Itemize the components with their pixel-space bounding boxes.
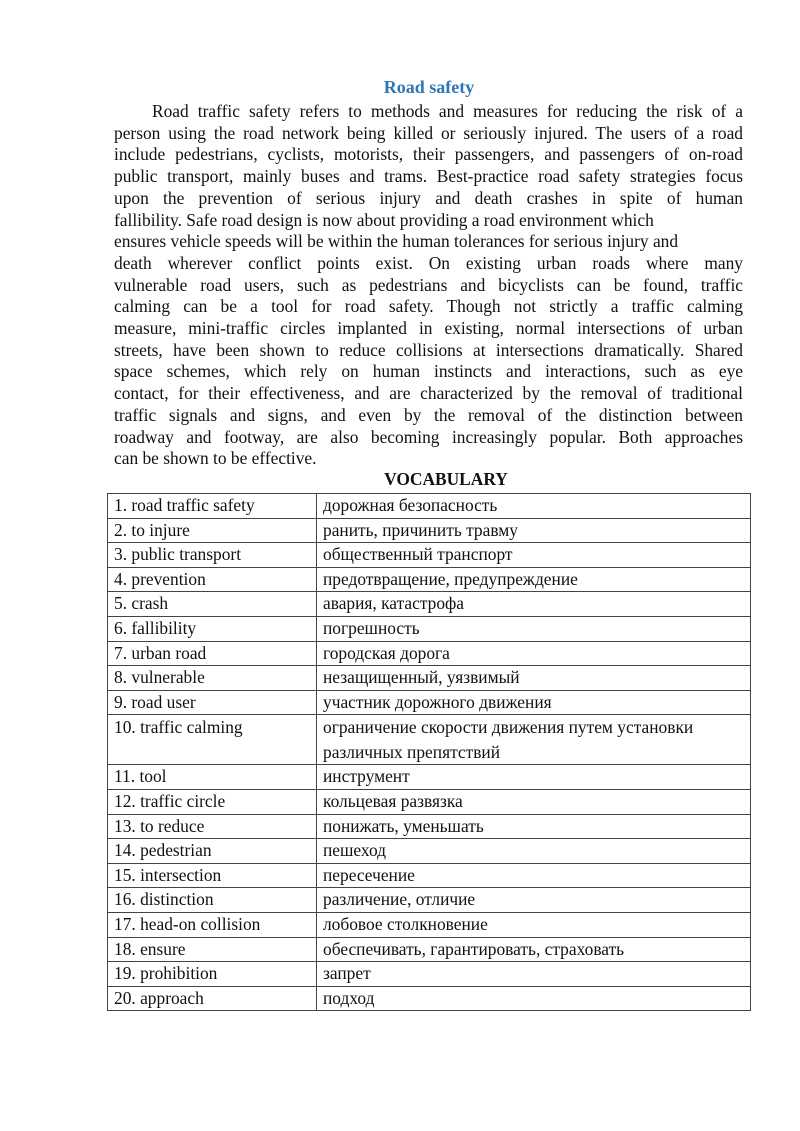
table-row [108, 986, 751, 1011]
vocab-translation [317, 937, 751, 962]
table-row [108, 912, 751, 937]
paragraph-line: fallibility. Safe road design is now about providing a road environment which [114, 209, 654, 230]
vocab-translation-text: предотвращение, предупреждение [323, 568, 578, 589]
vocab-translation [317, 518, 751, 543]
vocab-term [108, 592, 317, 617]
table-row [108, 888, 751, 913]
vocab-translation [317, 789, 751, 814]
paragraph-line: measure, mini-traffic circles implanted in existing, normal intersections of urban [114, 318, 743, 339]
vocab-term [108, 789, 317, 814]
table-row [108, 690, 751, 715]
vocab-term-text: 8. vulnerable [114, 667, 205, 688]
table-row [108, 765, 751, 790]
table-row [108, 962, 751, 987]
vocab-translation-text: авария, катастрофа [323, 593, 465, 614]
vocab-translation-text: городская дорога [323, 642, 450, 663]
vocab-translation-text: лобовое столкновение [323, 913, 488, 934]
vocab-translation [317, 888, 751, 913]
vocab-term [108, 616, 317, 641]
vocab-term [108, 641, 317, 666]
document-title: Road safety [383, 77, 475, 97]
table-row [108, 567, 751, 592]
paragraph-line: roadway and footway, are also becoming increasingly popular. Both approaches [114, 426, 743, 447]
vocab-term [108, 765, 317, 790]
vocab-term-text: 1. road traffic safety [114, 495, 255, 515]
vocab-term [108, 543, 317, 568]
vocab-term [108, 962, 317, 987]
table-row [108, 666, 751, 691]
vocab-translation [317, 543, 751, 568]
table-row [108, 789, 751, 814]
vocab-translation [317, 690, 751, 715]
vocab-translation [317, 616, 751, 641]
vocab-term-text: 13. to reduce [114, 815, 205, 836]
table-row [108, 937, 751, 962]
table-row [108, 863, 751, 888]
table-row [108, 616, 751, 641]
vocab-translation [317, 715, 751, 765]
body-paragraph [114, 101, 743, 470]
vocab-translation [317, 592, 751, 617]
vocab-term-text: 20. approach [114, 987, 204, 1008]
vocab-term-text: 2. to injure [114, 519, 190, 540]
vocab-term [108, 567, 317, 592]
vocab-term-text: 6. fallibility [114, 617, 197, 638]
vocab-term [108, 986, 317, 1011]
vocab-translation [317, 863, 751, 888]
vocab-translation [317, 567, 751, 592]
vocab-translation [317, 912, 751, 937]
vocab-term [108, 937, 317, 962]
paragraph-line: upon the prevention of serious injury and death crashes in spite of human [114, 187, 743, 208]
table-row [108, 518, 751, 543]
vocab-translation-text: погрешность [323, 617, 420, 638]
paragraph-line: streets, have been shown to reduce collisions at intersections dramatically. Shared [114, 339, 743, 360]
paragraph-line: public transport, mainly buses and trams. Best-practice road safety strategies focus [114, 166, 743, 187]
vocab-term-text: 14. pedestrian [114, 840, 212, 861]
vocab-term [108, 715, 317, 765]
paragraph-line: traffic signals and signs, and even by the removal of the distinction between [114, 404, 743, 425]
vocab-term-text: 17. head-on collision [114, 913, 261, 934]
paragraph-line: death wherever conflict points exist. On existing urban roads where many [114, 252, 743, 273]
paragraph-line: person using the road network being killed or seriously injured. The users of a road [114, 122, 743, 143]
vocab-translation [317, 666, 751, 691]
vocab-term-text: 7. urban road [114, 642, 207, 663]
vocab-term-text: 10. traffic calming [114, 717, 243, 738]
table-row [108, 814, 751, 839]
vocab-translation-text: различение, отличие [323, 889, 476, 910]
table-row [108, 641, 751, 666]
vocab-translation-text: общественный транспорт [323, 544, 513, 565]
vocab-translation-text: кольцевая развязка [323, 790, 463, 811]
vocab-translation-text: ограничение скорости движения путем установки различных препятствий [323, 717, 694, 762]
paragraph-line: include pedestrians, cyclists, motorists, their passengers, and passengers of on-road [114, 144, 743, 165]
vocab-translation-text: запрет [323, 963, 371, 984]
table-row [108, 715, 751, 765]
vocab-term [108, 518, 317, 543]
vocab-term-text: 18. ensure [114, 938, 186, 959]
vocab-term-text: 4. prevention [114, 568, 206, 589]
vocab-term [108, 863, 317, 888]
vocab-translation [317, 986, 751, 1011]
vocab-term [108, 666, 317, 691]
table-row [108, 839, 751, 864]
vocab-translation-text: ранить, причинить травму [323, 519, 518, 540]
paragraph-line: can be shown to be effective. [114, 448, 317, 469]
vocab-term [108, 839, 317, 864]
vocab-translation-text: пешеход [323, 840, 386, 861]
vocab-translation-text: понижать, уменьшать [323, 815, 484, 836]
paragraph-line: vulnerable road users, such as pedestrians and bicyclists can be found, traffic [114, 274, 743, 295]
vocab-translation-text: незащищенный, уязвимый [323, 667, 520, 688]
paragraph-line: contact, for their effectiveness, and are characterized by the removal of traditional [114, 383, 743, 404]
vocab-term [108, 912, 317, 937]
vocab-term-text: 9. road user [114, 691, 196, 712]
vocab-term [108, 888, 317, 913]
vocabulary-heading: VOCABULARY [384, 469, 508, 489]
paragraph-line: ensures vehicle speeds will be within the human tolerances for serious injury and [114, 231, 679, 252]
vocab-term [108, 814, 317, 839]
vocab-term-text: 3. public transport [114, 544, 242, 565]
vocab-translation [317, 641, 751, 666]
paragraph-line: Road traffic safety refers to methods and measures for reducing the risk of a [152, 101, 743, 121]
vocab-translation [317, 839, 751, 864]
paragraph-line: calming can be a tool for road safety. Though not strictly a traffic calming [114, 296, 743, 317]
vocab-translation [317, 962, 751, 987]
vocab-translation [317, 765, 751, 790]
vocab-term-text: 19. prohibition [114, 963, 218, 984]
vocab-translation-text: обеспечивать, гарантировать, страховать [323, 938, 625, 959]
table-row [108, 543, 751, 568]
vocab-translation [317, 494, 751, 519]
vocab-term [108, 690, 317, 715]
paragraph-line: space schemes, which rely on human instincts and interactions, such as eye [114, 361, 743, 382]
vocab-translation-text: подход [323, 987, 375, 1008]
vocab-term [108, 494, 317, 519]
vocab-translation-text: пересечение [323, 864, 415, 885]
vocab-translation-text: инструмент [323, 766, 410, 787]
vocab-translation-text: дорожная безопасность [323, 495, 498, 515]
table-row [108, 592, 751, 617]
table-row [108, 494, 751, 519]
vocab-term-text: 15. intersection [114, 864, 222, 885]
vocab-translation-text: участник дорожного движения [323, 691, 552, 712]
vocabulary-table [107, 493, 751, 1011]
vocab-term-text: 16. distinction [114, 889, 214, 910]
vocab-term-text: 5. crash [114, 593, 169, 614]
vocab-translation [317, 814, 751, 839]
vocab-term-text: 11. tool [114, 766, 167, 787]
vocab-term-text: 12. traffic circle [114, 790, 226, 811]
